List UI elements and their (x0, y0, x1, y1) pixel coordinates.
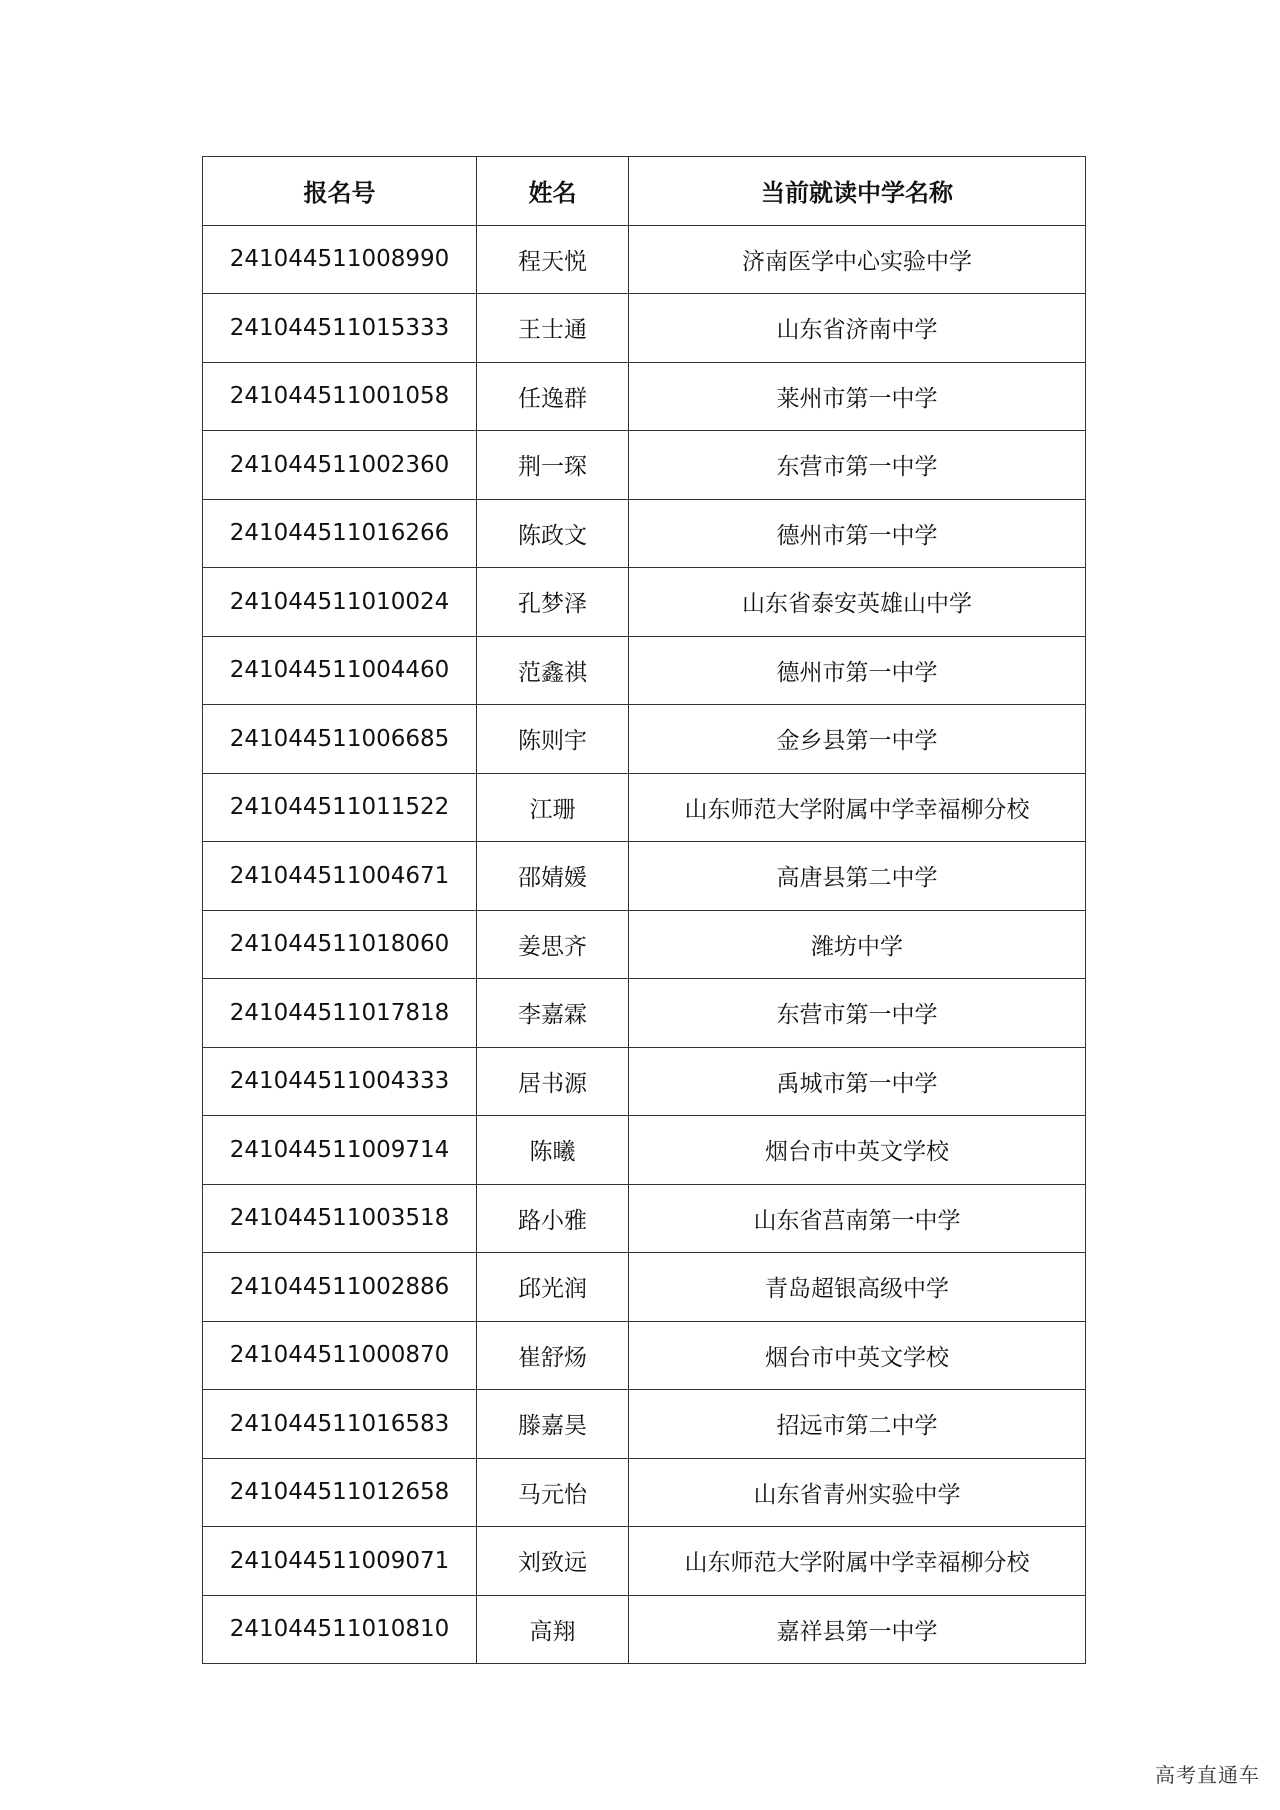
cell-name: 陈曦 (477, 1116, 629, 1185)
cell-school: 禹城市第一中学 (629, 1047, 1086, 1116)
table-row (203, 979, 1086, 1048)
table-header-row (203, 157, 1086, 226)
table-row (203, 294, 1086, 363)
cell-name: 路小雅 (477, 1184, 629, 1253)
table-row (203, 568, 1086, 637)
cell-school: 烟台市中英文学校 (629, 1116, 1086, 1185)
cell-registration-number: 241044511009714 (203, 1116, 477, 1185)
cell-name: 居书源 (477, 1047, 629, 1116)
table-row (203, 636, 1086, 705)
cell-school: 山东师范大学附属中学幸福柳分校 (629, 1527, 1086, 1596)
cell-name: 荆一琛 (477, 431, 629, 500)
cell-school: 东营市第一中学 (629, 979, 1086, 1048)
cell-name: 姜思齐 (477, 910, 629, 979)
table-row (203, 362, 1086, 431)
cell-name: 邱光润 (477, 1253, 629, 1322)
cell-name: 范鑫祺 (477, 636, 629, 705)
cell-registration-number: 241044511004333 (203, 1047, 477, 1116)
table-row (203, 1321, 1086, 1390)
table-row (203, 1184, 1086, 1253)
cell-school: 潍坊中学 (629, 910, 1086, 979)
table-row (203, 842, 1086, 911)
cell-registration-number: 241044511017818 (203, 979, 477, 1048)
cell-registration-number: 241044511010810 (203, 1595, 477, 1664)
cell-registration-number: 241044511002886 (203, 1253, 477, 1322)
cell-school: 济南医学中心实验中学 (629, 225, 1086, 294)
student-roster-table (202, 156, 1086, 1664)
cell-registration-number: 241044511002360 (203, 431, 477, 500)
table-row (203, 1047, 1086, 1116)
cell-name: 江珊 (477, 773, 629, 842)
cell-school: 招远市第二中学 (629, 1390, 1086, 1459)
cell-school: 莱州市第一中学 (629, 362, 1086, 431)
cell-school: 山东省济南中学 (629, 294, 1086, 363)
cell-registration-number: 241044511000870 (203, 1321, 477, 1390)
cell-name: 陈则宇 (477, 705, 629, 774)
table-row (203, 1527, 1086, 1596)
cell-registration-number: 241044511015333 (203, 294, 477, 363)
table-row (203, 499, 1086, 568)
table-row (203, 1595, 1086, 1664)
cell-school: 烟台市中英文学校 (629, 1321, 1086, 1390)
cell-registration-number: 241044511016583 (203, 1390, 477, 1459)
cell-name: 崔舒炀 (477, 1321, 629, 1390)
cell-school: 山东师范大学附属中学幸福柳分校 (629, 773, 1086, 842)
cell-registration-number: 241044511004460 (203, 636, 477, 705)
cell-name: 任逸群 (477, 362, 629, 431)
cell-registration-number: 241044511009071 (203, 1527, 477, 1596)
table-row (203, 773, 1086, 842)
cell-registration-number: 241044511018060 (203, 910, 477, 979)
cell-name: 程天悦 (477, 225, 629, 294)
cell-name: 王士通 (477, 294, 629, 363)
cell-registration-number: 241044511012658 (203, 1458, 477, 1527)
cell-name: 李嘉霖 (477, 979, 629, 1048)
table-row (203, 431, 1086, 500)
cell-name: 滕嘉昊 (477, 1390, 629, 1459)
cell-registration-number: 241044511001058 (203, 362, 477, 431)
table-row (203, 1116, 1086, 1185)
table-row (203, 910, 1086, 979)
header-registration-number: 报名号 (203, 157, 477, 226)
cell-registration-number: 241044511010024 (203, 568, 477, 637)
cell-school: 德州市第一中学 (629, 636, 1086, 705)
cell-name: 高翔 (477, 1595, 629, 1664)
table-row (203, 225, 1086, 294)
cell-school: 山东省青州实验中学 (629, 1458, 1086, 1527)
cell-registration-number: 241044511008990 (203, 225, 477, 294)
table-row (203, 705, 1086, 774)
cell-school: 嘉祥县第一中学 (629, 1595, 1086, 1664)
cell-registration-number: 241044511011522 (203, 773, 477, 842)
cell-registration-number: 241044511016266 (203, 499, 477, 568)
table-row (203, 1253, 1086, 1322)
cell-school: 德州市第一中学 (629, 499, 1086, 568)
table-row (203, 1390, 1086, 1459)
cell-registration-number: 241044511003518 (203, 1184, 477, 1253)
cell-school: 青岛超银高级中学 (629, 1253, 1086, 1322)
cell-name: 孔梦泽 (477, 568, 629, 637)
cell-name: 刘致远 (477, 1527, 629, 1596)
table-body (203, 225, 1086, 1664)
cell-school: 金乡县第一中学 (629, 705, 1086, 774)
cell-school: 山东省泰安英雄山中学 (629, 568, 1086, 637)
header-name: 姓名 (477, 157, 629, 226)
cell-name: 邵婧媛 (477, 842, 629, 911)
table-row (203, 1458, 1086, 1527)
watermark-text: 高考直通车 (1155, 1763, 1260, 1787)
cell-registration-number: 241044511004671 (203, 842, 477, 911)
cell-school: 高唐县第二中学 (629, 842, 1086, 911)
cell-school: 山东省莒南第一中学 (629, 1184, 1086, 1253)
cell-name: 马元怡 (477, 1458, 629, 1527)
cell-registration-number: 241044511006685 (203, 705, 477, 774)
cell-school: 东营市第一中学 (629, 431, 1086, 500)
cell-name: 陈政文 (477, 499, 629, 568)
header-school: 当前就读中学名称 (629, 157, 1086, 226)
